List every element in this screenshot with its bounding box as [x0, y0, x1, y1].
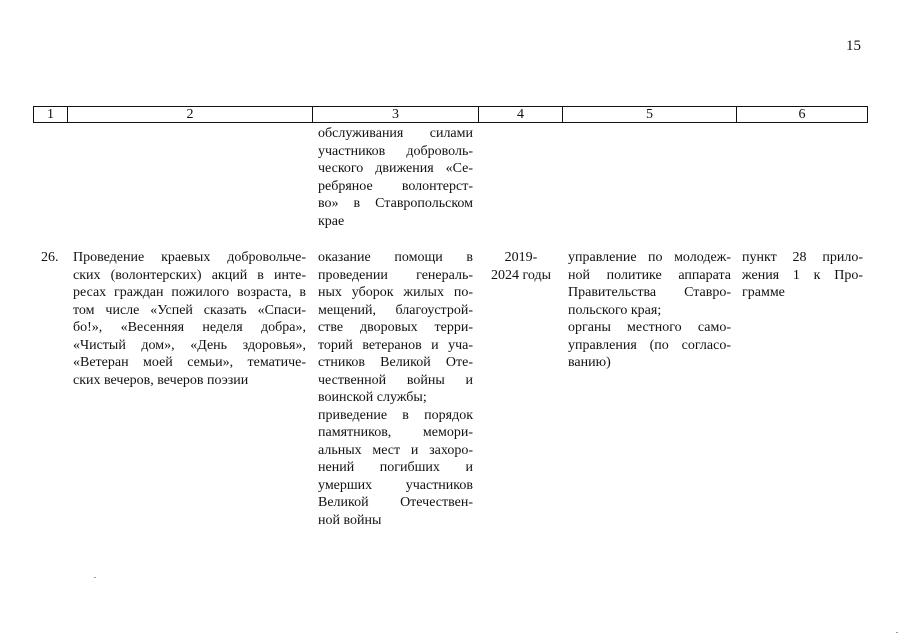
text-line: «Чистый дом», «День здоровья», [73, 337, 306, 353]
text-line: польского края; [568, 302, 662, 318]
continuation-col3-text [318, 125, 473, 230]
text-line: жения 1 к Про- [742, 267, 863, 283]
text-line: ных уборок жилых по- [318, 285, 473, 300]
text-line: ресах граждан пожилого возраста, в [73, 285, 306, 300]
column-number-4: 4 [479, 107, 563, 122]
column-number-1: 1 [34, 107, 68, 122]
text-line: Правительства Ставро- [568, 285, 731, 300]
text-line: органы местного само- [568, 320, 731, 335]
text-line: ских вечеров, вечеров поэзии [73, 372, 249, 388]
column-number-5: 5 [563, 107, 737, 122]
text-line: Проведение краевых добровольче- [73, 250, 306, 265]
text-line: управления (по согласо- [568, 337, 731, 353]
text-line: воинской службы; [318, 390, 427, 405]
scan-speck [94, 577, 96, 578]
text-line: ванию) [568, 355, 611, 370]
scan-speck [896, 632, 898, 633]
text-line: крае [318, 213, 345, 229]
text-line: ной войны [318, 512, 382, 528]
text-line: грамме [742, 285, 785, 300]
text-line: участников доброволь- [318, 143, 473, 159]
text-line: обслуживания силами [318, 126, 473, 141]
text-line: пункт 28 прило- [742, 250, 863, 265]
text-line: стников Великой Оте- [318, 355, 473, 370]
text-line: во» в Ставропольском [318, 196, 473, 211]
text-line: том числе «Успей сказать «Спаси- [73, 302, 306, 318]
text-line: бо!», «Весенняя неделя добра», [73, 320, 306, 335]
text-line: торий ветеранов и уча- [318, 337, 473, 353]
text-line: чественной войны и [318, 372, 473, 388]
text-line: нений погибших и [318, 460, 473, 475]
column-number-3: 3 [313, 107, 479, 122]
row26-col5-text [568, 249, 731, 372]
text-line: «Ветеран моей семьи», тематиче- [73, 355, 306, 370]
text-line: приведение в порядок [318, 407, 473, 423]
text-line: ной политике аппарата [568, 267, 731, 283]
text-line: 2024 годы [490, 267, 552, 283]
text-line: стве дворовых терри- [318, 320, 473, 335]
text-line: Великой Отечествен- [318, 495, 473, 510]
row26-col6-text [742, 249, 863, 302]
text-line: управление по молодеж- [568, 250, 731, 265]
row26-col4-text [482, 249, 560, 284]
text-line: 2019- [504, 250, 538, 265]
column-number-2: 2 [68, 107, 313, 122]
column-number-header [33, 106, 868, 123]
text-line: умерших участников [318, 477, 473, 493]
text-line: ческого движения «Се- [318, 161, 473, 176]
row26-col3-text [318, 249, 473, 529]
text-line: мещений, благоустрой- [318, 302, 473, 318]
text-line: оказание помощи в [318, 250, 473, 265]
text-line: альных мест и захоро- [318, 442, 473, 458]
page-number: 15 [846, 38, 861, 54]
row26-col2-text [73, 249, 306, 389]
column-number-6: 6 [798, 107, 806, 122]
row-number: 26. [41, 250, 59, 265]
text-line: проведении генераль- [318, 267, 473, 283]
text-line: ских (волонтерских) акций в инте- [73, 267, 306, 283]
text-line: памятников, мемори- [318, 425, 473, 440]
text-line: ребряное волонтерст- [318, 178, 473, 194]
